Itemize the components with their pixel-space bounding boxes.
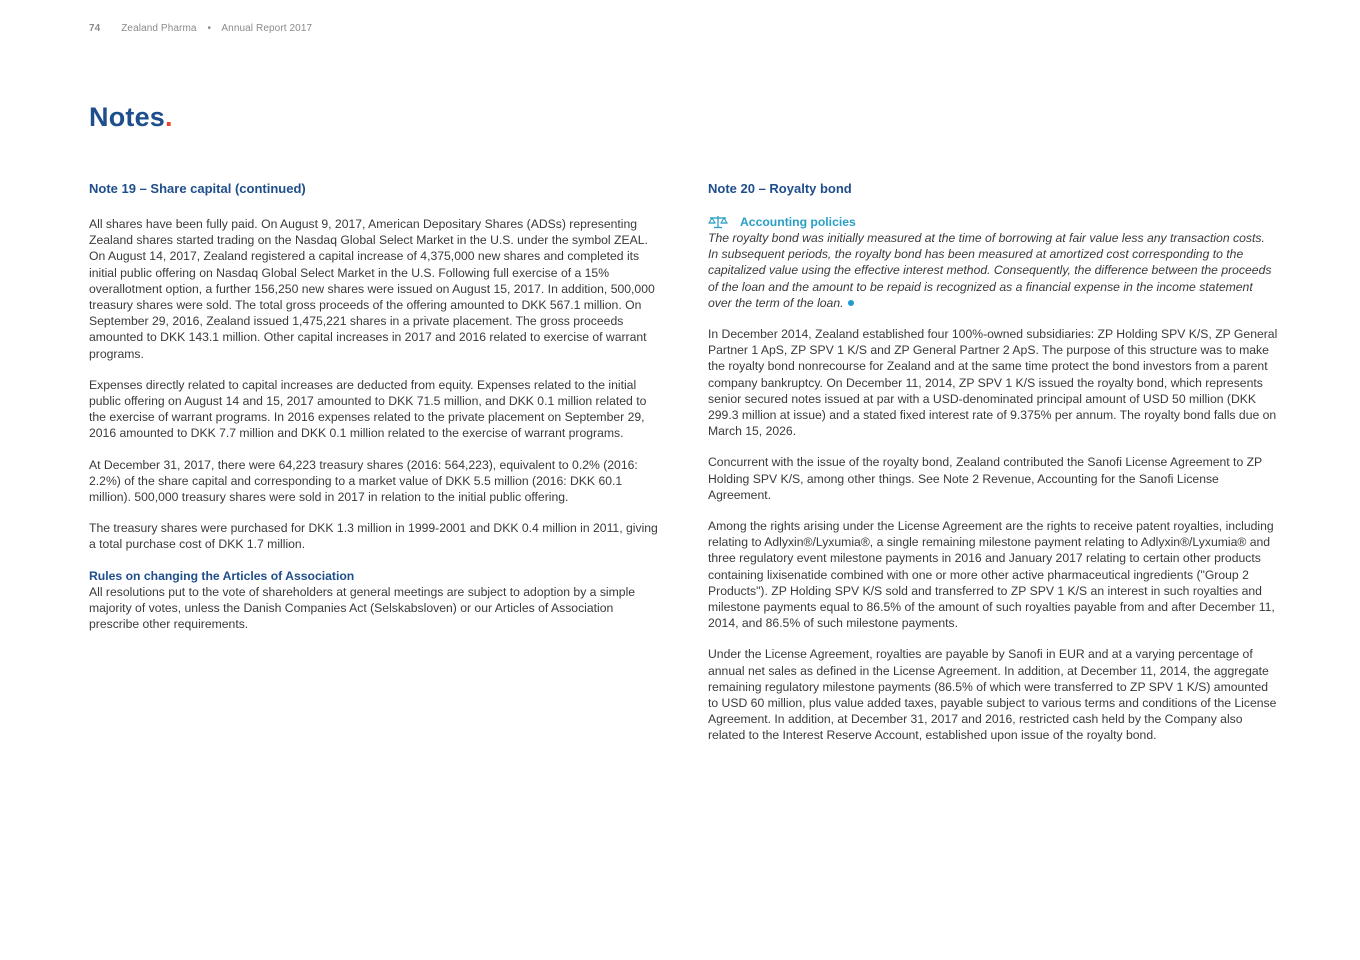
end-dot-icon <box>848 300 854 306</box>
page-title-dot: . <box>165 102 173 132</box>
report-name: Annual Report 2017 <box>221 23 313 34</box>
policy-text-body: The royalty bond was initially measured at the time of borrowing at fair value less any transaction costs. In subsequent periods, the royalty bond has been measured at amortized cost corresponding to the capitalized value using the effective interest method. Consequently, the difference between the proceeds of the loan and the amount to be repaid is recognized as a financial expense in the income statement over the term of the loan. <box>708 231 1272 310</box>
accounting-policies-heading <box>708 214 1278 230</box>
note-19-paragraph: Expenses directly related to capital increases are deducted from equity. Expenses related to the initial public offering on August 14 and 15, 2017 amounted to DKK 71.5 million, and DKK 0.1 million related to the exercise of warrant programs. In 2016 expenses related to the private placement on September 29, 2016 amounted to DKK 7.7 million and DKK 0.1 million related to the exercise of warrant programs. <box>89 377 647 441</box>
note-19-paragraph: All shares have been fully paid. On August 9, 2017, American Depositary Shares (ADSs) representing Zealand shares started trading on the Nasdaq Global Select Market in the U.S. under the symbol ZEAL. On August 14, 2017, Zealand registered a capital increase of 4,375,000 new shares and completed its initial public offering on Nasdaq Global Select Market in the U.S. Following full exercise of a 15% overallotment option, a further 156,250 new shares were issued on August 15, 2017. In addition, 500,000 treasury shares were sold. The total gross proceeds of the offering amounted to DKK 567.1 million. On September 29, 2016, Zealand issued 1,475,221 shares in a private placement. The gross proceeds amounted to DKK 143.1 million. Other capital increases in 2017 and 2016 related to exercise of warrant programs. <box>89 217 655 361</box>
page-title <box>89 102 173 133</box>
scales-icon <box>708 215 728 229</box>
note-19-column <box>89 180 659 632</box>
note-20-heading: Note 20 – Royalty bond <box>708 181 852 196</box>
page-title-text: Notes <box>89 102 166 132</box>
page-header <box>89 23 312 34</box>
company-name: Zealand Pharma <box>121 23 197 34</box>
accounting-policies-text <box>708 230 1278 311</box>
note-19-heading: Note 19 – Share capital (continued) <box>89 181 306 196</box>
note-19-paragraph: At December 31, 2017, there were 64,223 treasury shares (2016: 564,223), equivalent to 0.2% (2016: 2.2%) of the share capital and corresponding to a market value of DKK 5.5 million (2016: DKK 60.1 million). 500,000 treasury shares were sold in 2017 in relation to the initial public offering. <box>89 457 638 505</box>
note-20-column <box>708 180 1278 744</box>
note-20-paragraph: Concurrent with the issue of the royalty bond, Zealand contributed the Sanofi License Agreement to ZP Holding SPV K/S, among other things. See Note 2 Revenue, Accounting for the Sanofi License Agreement. <box>708 455 1262 502</box>
rules-heading: Rules on changing the Articles of Association <box>89 568 355 583</box>
page-number: 74 <box>89 23 101 34</box>
note-19-paragraph: The treasury shares were purchased for DKK 1.3 million in 1999-2001 and DKK 0.4 million in 2011, giving a total purchase cost of DKK 1.7 million. <box>89 521 658 552</box>
note-20-paragraph: Under the License Agreement, royalties are payable by Sanofi in EUR and at a varying percentage of annual net sales as defined in the License Agreement. In addition, at December 11, 2014, the aggregate remaining regulatory milestone payments (86.5% of which were transferred to ZP SPV 1 K/S) amounted to USD 60 million, plus value added taxes, payable subject to various terms and conditions of the License Agreement. In addition, at December 31, 2017 and 2016, restricted cash held by the Company also related to the Interest Reserve Account, established upon issue of the royalty bond. <box>708 647 1277 743</box>
note-20-paragraph: Among the rights arising under the License Agreement are the rights to receive patent royalties, including relating to Adlyxin®/Lyxumia®, a single remaining milestone payment relating to Adlyxin®/Lyxumia® and three regulatory event milestone payments in 2016 and January 2017 relating to certain other products containing lixisenatide combined with one or more other active pharmaceutical ingredients ("Group 2 Products"). ZP Holding SPV K/S sold and transferred to ZP SPV 1 K/S an interest in such royalties and milestone payments equal to 86.5% of the amount of such royalties payable from and after December 11, 2014, and 86.5% of such milestone payments. <box>708 519 1275 631</box>
header-separator: • <box>207 23 212 34</box>
rules-text: All resolutions put to the vote of shareholders at general meetings are subject to adoption by a simple majority of votes, unless the Danish Companies Act (Selskabsloven) or our Articles of Association prescribe other requirements. <box>89 584 636 632</box>
note-20-paragraph: In December 2014, Zealand established four 100%-owned subsidiaries: ZP Holding SPV K/S, ZP General Partner 1 ApS, ZP SPV 1 K/S and ZP General Partner 2 ApS. The purpose of this structure was to make the royalty bond nonrecourse for Zealand and at the same time protect the bond investors from a parent company bankruptcy. On December 11, 2014, ZP SPV 1 K/S issued the royalty bond, which represents senior secured notes issued at par with a USD-denominated principal amount of USD 50 million (DKK 299.3 million at issue) and a stated fixed interest rate of 9.375% per annum. The royalty bond falls due on March 15, 2026. <box>708 327 1278 439</box>
accounting-policies-label: Accounting policies <box>740 215 856 229</box>
